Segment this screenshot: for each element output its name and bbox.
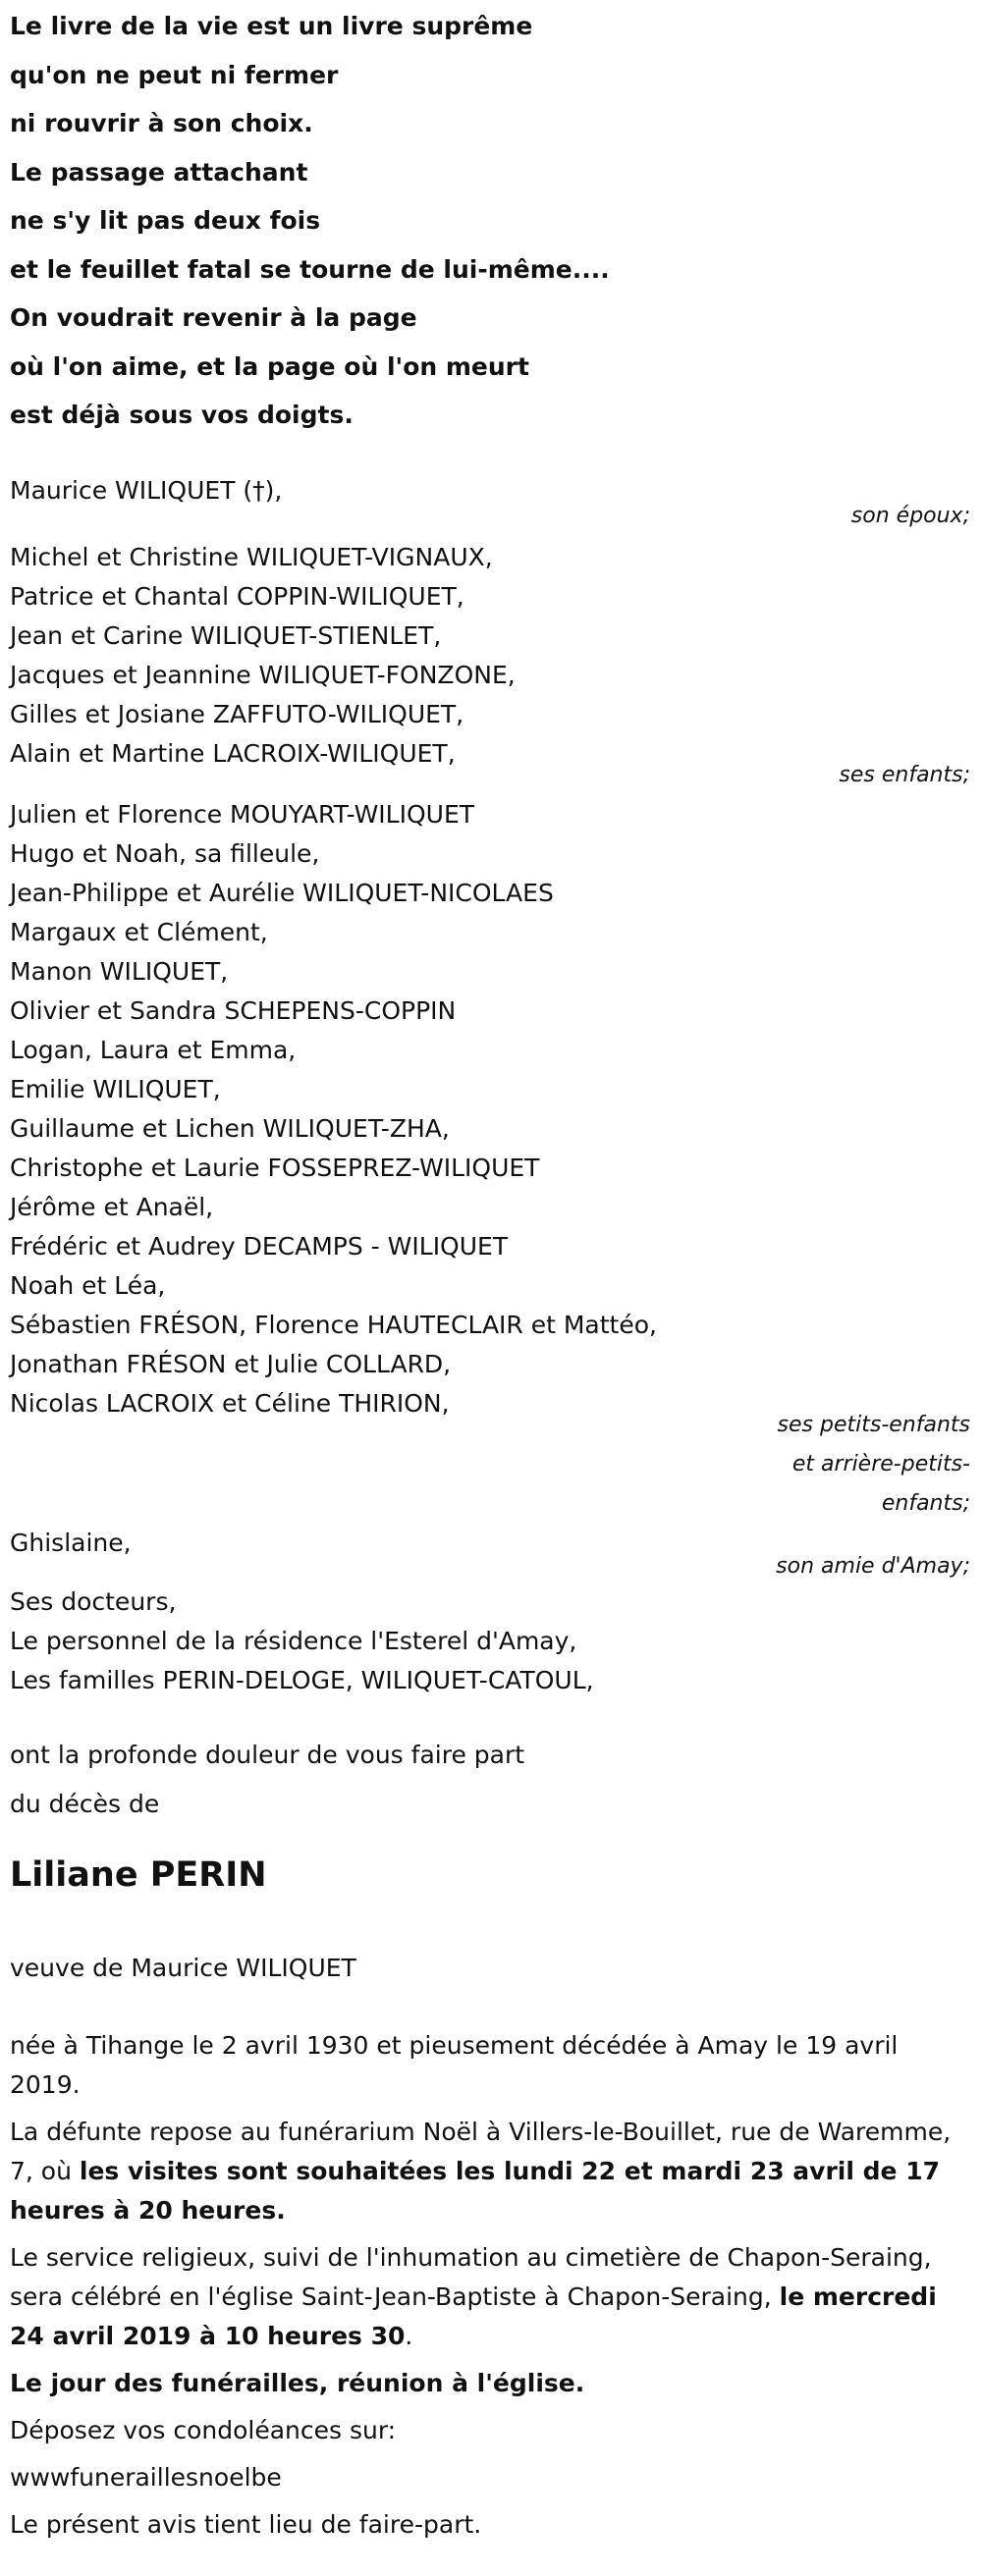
child-name: Alain et Martine LACROIX-WILIQUET, xyxy=(10,739,456,768)
rest-text: La défunte repose au funérarium Noël à Villers-le-Bouillet, rue de Waremme, 7, où xyxy=(10,2118,952,2185)
poem-line: ni rouvrir à son choix. xyxy=(10,109,313,137)
grandchild-name: Noah et Léa, xyxy=(10,1271,166,1300)
grandchild-name: Jean-Philippe et Aurélie WILIQUET-NICOLAES xyxy=(10,879,554,907)
friend-role-wrap xyxy=(10,1547,972,1586)
grandchild-name: Margaux et Clément, xyxy=(10,918,268,946)
website-text: wwwfuneraillesnoelbe xyxy=(10,2463,282,2492)
poem-line: On voudrait revenir à la page xyxy=(10,303,417,332)
grandchild-name: Jérôme et Anaël, xyxy=(10,1193,214,1221)
grandchildren-role-wrap xyxy=(10,1406,972,1524)
grandchild-name: Guillaume et Lichen WILIQUET-ZHA, xyxy=(10,1114,450,1143)
announce-line: du décès de xyxy=(10,1790,160,1818)
grandchildren-role-line: enfants; xyxy=(881,1491,970,1516)
notice-paragraph: Le présent avis tient lieu de faire-part. xyxy=(10,2510,482,2539)
grandchild-name: Manon WILIQUET, xyxy=(10,957,229,986)
poem-line: qu'on ne peut ni fermer xyxy=(10,60,339,89)
other-line: Les familles PERIN-DELOGE, WILIQUET-CATOUL, xyxy=(10,1666,594,1694)
poem xyxy=(10,2,972,440)
other-line: Le personnel de la résidence l'Esterel d'Amay, xyxy=(10,1627,577,1655)
others-block xyxy=(10,1583,972,1700)
children-role-wrap xyxy=(10,756,972,795)
grandchildren-block xyxy=(10,795,972,1423)
child-name: Patrice et Chantal COPPIN-WILIQUET, xyxy=(10,582,464,611)
grandchild-name: Nicolas LACROIX et Céline THIRION, xyxy=(10,1389,450,1418)
birth-death-paragraph: née à Tihange le 2 avril 1930 et pieusement décédée à Amay le 19 avril 2019. xyxy=(10,2031,899,2099)
children-role: ses enfants; xyxy=(839,763,970,787)
poem-line: et le feuillet fatal se tourne de lui-même.... xyxy=(10,254,610,284)
grandchild-name: Sébastien FRÉSON, Florence HAUTECLAIR et Mattéo, xyxy=(10,1311,657,1339)
friend-role: son amie d'Amay; xyxy=(776,1554,970,1579)
poem-line: Le livre de la vie est un livre suprême xyxy=(10,12,533,40)
widow-of: veuve de Maurice WILIQUET xyxy=(10,1954,356,1982)
grandchild-name: Frédéric et Audrey DECAMPS - WILIQUET xyxy=(10,1232,509,1261)
poem-line: Le passage attachant xyxy=(10,157,308,187)
visits-highlight: les visites sont souhaitées les lundi 22 et mardi 23 avril de 17 heures à 20 heures. xyxy=(10,2157,940,2225)
service-date-highlight: le mercredi 24 avril 2019 à 10 heures 30 xyxy=(10,2282,937,2350)
service-text: Le service religieux, suivi de l'inhumation au cimetière de Chapon-Seraing, sera célébré en l'église Saint-Jean-Baptiste à Chapon-Seraing, xyxy=(10,2243,932,2311)
other-line: Ses docteurs, xyxy=(10,1587,177,1616)
condolences-label: Déposez vos condoléances sur: xyxy=(10,2416,397,2444)
announce-block xyxy=(10,1736,972,1824)
poem-line: est déjà sous vos doigts. xyxy=(10,401,354,429)
grandchild-name: Jonathan FRÉSON et Julie COLLARD, xyxy=(10,1350,452,1378)
grandchildren-role-line: et arrière-petits- xyxy=(791,1452,970,1476)
poem-line: où l'on aime, et la page où l'on meurt xyxy=(10,351,529,381)
poem-line: ne s'y lit pas deux fois xyxy=(10,206,321,235)
child-name: Jacques et Jeannine WILIQUET-FONZONE, xyxy=(10,661,516,689)
friend-name: Ghislaine, xyxy=(10,1529,132,1557)
spouse-role: son époux; xyxy=(850,504,970,528)
details-block xyxy=(10,2026,967,2545)
child-name: Michel et Christine WILIQUET-VIGNAUX, xyxy=(10,543,493,571)
grandchild-name: Christophe et Laurie FOSSEPREZ-WILIQUET xyxy=(10,1154,540,1182)
grandchild-name: Julien et Florence MOUYART-WILIQUET xyxy=(10,800,475,829)
grandchildren-role-line: ses petits-enfants xyxy=(777,1413,970,1437)
child-name: Jean et Carine WILIQUET-STIENLET, xyxy=(10,621,442,650)
service-paragraph xyxy=(10,2238,967,2356)
grandchild-name: Olivier et Sandra SCHEPENS-COPPIN xyxy=(10,996,457,1025)
spouse-role-wrap xyxy=(10,497,972,536)
rest-paragraph xyxy=(10,2113,967,2230)
grandchild-name: Emilie WILIQUET, xyxy=(10,1075,221,1103)
announce-line: ont la profonde douleur de vous faire part xyxy=(10,1741,525,1769)
children-block xyxy=(10,538,972,774)
spouse-name: Maurice WILIQUET (†), xyxy=(10,476,283,505)
service-end: . xyxy=(405,2322,413,2350)
reunion-paragraph: Le jour des funérailles, réunion à l'église. xyxy=(10,2369,585,2397)
grandchild-name: Logan, Laura et Emma, xyxy=(10,1036,297,1064)
deceased-name: Liliane PERIN xyxy=(10,1855,267,1895)
grandchild-name: Hugo et Noah, sa filleule, xyxy=(10,839,320,868)
child-name: Gilles et Josiane ZAFFUTO-WILIQUET, xyxy=(10,700,464,728)
